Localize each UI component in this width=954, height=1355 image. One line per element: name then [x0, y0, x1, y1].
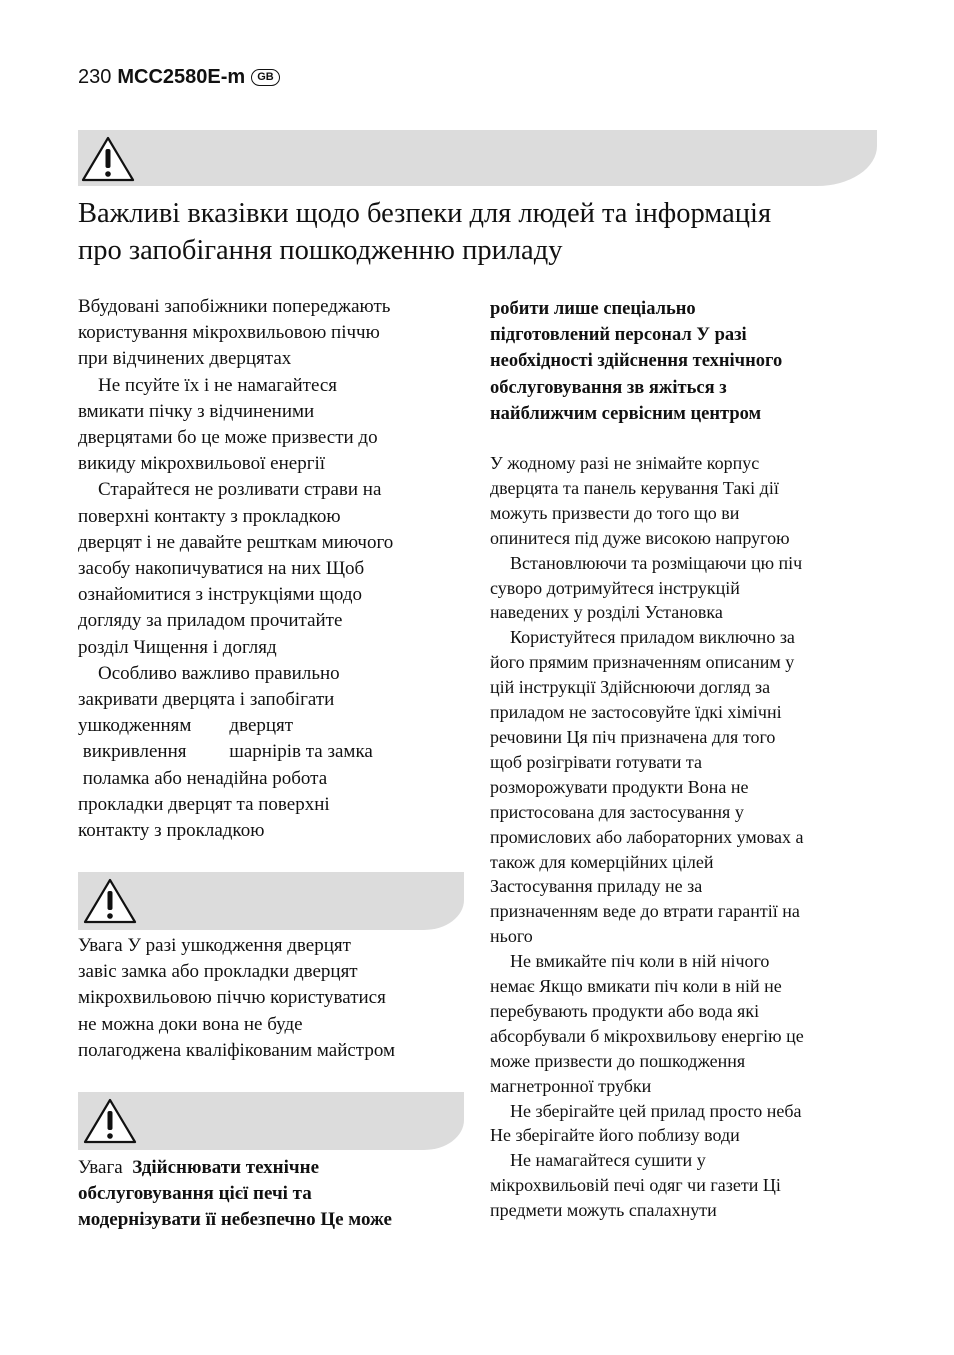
text-line: щоб розігрівати готувати та — [490, 751, 702, 772]
text-line: необхідності здійснення технічного — [490, 351, 783, 372]
model-name: MCC2580E-m — [117, 66, 246, 88]
page-header — [78, 64, 280, 90]
text-line: прокладки дверцят та поверхні — [78, 793, 330, 815]
text-line: найближчим сервісним центром — [490, 403, 762, 424]
text-line: Увага У разі ушкодження дверцят — [78, 935, 351, 956]
text-line: модернізувати її небезпечно Це може — [78, 1209, 392, 1231]
text-line: наведених у розділі Установка — [490, 602, 723, 623]
text-line: дверцята та панель керування Такі дії — [490, 477, 779, 498]
text-line: У жодному разі не знімайте корпус — [490, 453, 760, 473]
text-line: Здійснювати технічне — [132, 1157, 320, 1178]
text-line: при відчинених дверцятах — [78, 348, 292, 370]
text-line: викиду мікрохвильової енергії — [78, 453, 326, 475]
text-line: закривати дверцята і запобігати — [78, 689, 335, 711]
text-line: мікрохвильовою піччю користуватися — [78, 987, 386, 1009]
text-line: поверхні контакту з прокладкою — [78, 505, 341, 527]
text-line: магнетронної трубки — [490, 1075, 652, 1096]
title-line: про запобігання пошкодженню приладу — [78, 235, 563, 266]
text-line: нього — [490, 926, 533, 947]
text-line: також для комерційних цілей — [490, 851, 714, 872]
warning-icon — [82, 876, 138, 926]
text-line: обслуговування зв яжіться з — [490, 377, 727, 398]
text-line: догляду за приладом прочитайте — [78, 610, 343, 632]
text-line: засобу накопичуватися на них Щоб — [78, 558, 365, 580]
text-line: речовини Ця піч призначена для того — [490, 726, 776, 747]
text-line: розділ Чищення і догляд — [78, 636, 277, 658]
text-line: Не зберігайте його поблизу води — [490, 1125, 740, 1146]
text-line: вмикати пічку з відчиненими — [78, 400, 315, 422]
text-line: поламка або ненадійна робота — [78, 767, 328, 789]
text-line: не можна доки вона не буде — [78, 1013, 303, 1035]
page-number: 230 — [78, 66, 112, 88]
text-line: опинитеся під дуже високою напругою — [490, 527, 790, 548]
text-line: дверцятами бо це може призвести до — [78, 427, 378, 449]
title-line: Важливі вказівки щодо безпеки для людей та інформація — [78, 198, 772, 229]
text-line: користування мікрохвильовою піччю — [78, 322, 380, 344]
text-line: обслуговування цієї печі та — [78, 1183, 312, 1205]
text-line: можуть призвести до того що ви — [490, 502, 740, 523]
text-line: викривлення шарнірів та замка — [78, 741, 373, 763]
text-line: робити лише спеціально — [490, 299, 696, 319]
right-bold-continuation — [490, 296, 782, 427]
warning-text-1 — [78, 933, 395, 1064]
text-line: підготовлений персонал У разі — [490, 325, 747, 346]
text-line: цій інструкції Здійснюючи догляд за — [490, 677, 771, 698]
warning-prefix: Увага — [78, 1157, 133, 1178]
text-line: Не намагайтеся сушити у — [510, 1150, 706, 1171]
page-title — [78, 195, 878, 269]
text-line: Старайтеся не розливати страви на — [98, 479, 382, 501]
text-line: розморожувати продукти Вона не — [490, 776, 749, 797]
text-line: ознайомитися з інструкціями щодо — [78, 584, 363, 606]
text-line: Встановлюючи та розміщаючи цю піч — [510, 552, 803, 573]
text-line: Користуйтеся приладом виключно за — [510, 627, 795, 648]
text-line: Не псуйте їх і не намагайтеся — [98, 374, 338, 396]
text-line: немає Якщо вмикати піч коли в ній не — [490, 976, 782, 997]
text-line: Не зберігайте цей прилад просто неба — [510, 1100, 802, 1121]
text-line: абсорбували б мікрохвильову енергію це — [490, 1025, 804, 1046]
text-line: ушкодженням дверцят — [78, 715, 294, 737]
right-column — [490, 451, 804, 1223]
warning-icon — [80, 134, 136, 184]
text-line: суворо дотримуйтеся інструкцій — [490, 577, 740, 598]
text-line: Вбудовані запобіжники попереджають — [78, 296, 391, 317]
text-line: дверцят і не давайте решткам миючого — [78, 531, 394, 553]
text-line: його прямим призначенням описаним у — [490, 652, 795, 673]
text-line: мікрохвильовій печі одяг чи газети Ці — [490, 1175, 781, 1196]
warning-icon — [82, 1096, 138, 1146]
left-column — [78, 294, 393, 844]
text-line: перебувають продукти або вода які — [490, 1000, 760, 1021]
text-line: предмети можуть спалахнути — [490, 1200, 717, 1221]
text-line: завіс замка або прокладки дверцят — [78, 961, 358, 983]
text-line: промислових або лабораторних умовах а — [490, 826, 804, 847]
text-line: призначенням веде до втрати гарантії на — [490, 901, 800, 922]
warning-text-2 — [78, 1155, 392, 1234]
text-line: контакту з прокладкою — [78, 820, 265, 842]
text-line: Не вмикайте піч коли в ній нічого — [510, 951, 770, 972]
text-line: Застосування приладу не за — [490, 876, 703, 897]
text-line: може призвести до пошкодження — [490, 1050, 746, 1071]
text-line: пристосована для застосування у — [490, 801, 744, 822]
region-badge: GB — [251, 69, 280, 86]
text-line: полагоджена кваліфікованим майстром — [78, 1039, 395, 1061]
text-line: приладом не застосовуйте їдкі хімічні — [490, 702, 782, 723]
title-band — [78, 130, 877, 186]
text-line: Особливо важливо правильно — [98, 662, 340, 684]
